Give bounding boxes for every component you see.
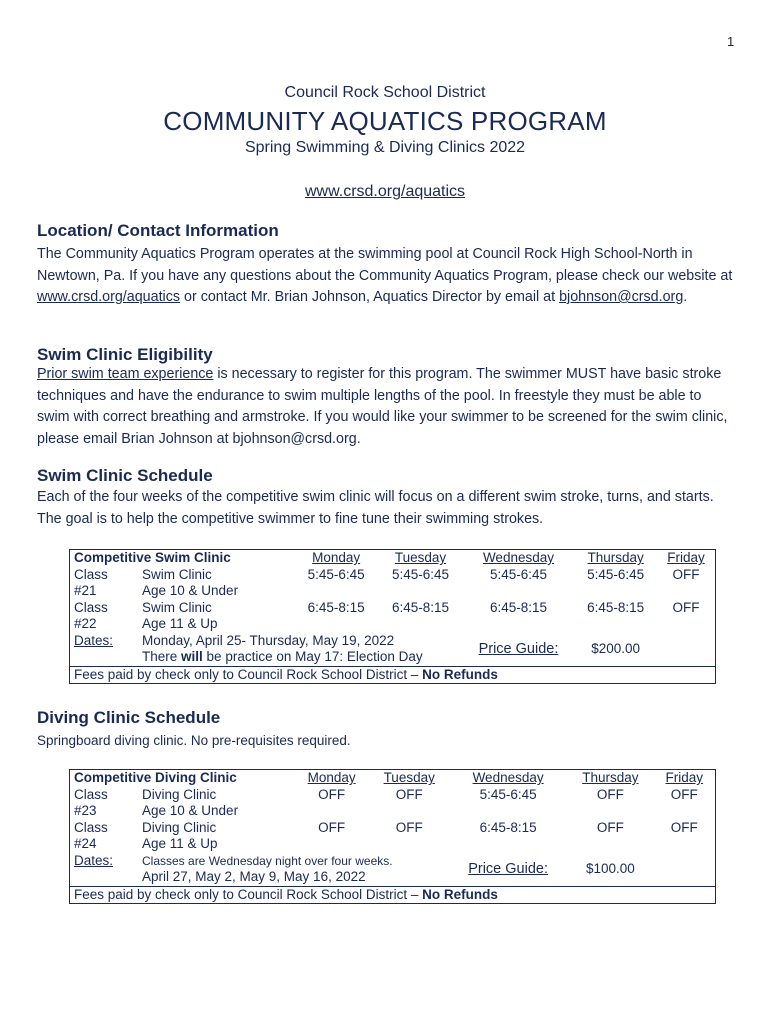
day-header: Monday — [307, 770, 356, 785]
class-label: Class #23 — [74, 786, 108, 818]
time-cell: 5:45-6:45 — [391, 566, 449, 582]
eligibility-paragraph — [37, 364, 737, 450]
location-heading: Location/ Contact Information — [37, 221, 279, 240]
swim-paragraph: Each of the four weeks of the competitive swim clinic will focus on a different swim stroke, turns, and starts. The goal is to help the competitive swimmer to fine tune their swimming strokes. — [37, 489, 714, 527]
class-desc: Diving Clinic Age 11 & Up — [142, 819, 218, 851]
dive-heading: Diving Clinic Schedule — [37, 708, 221, 727]
day-header: Friday — [665, 770, 704, 785]
table-row — [70, 787, 716, 820]
email-link[interactable]: bjohnson@crsd.org — [559, 289, 684, 305]
time-cell: 5:45-6:45 — [489, 566, 547, 582]
time-cell: 5:45-6:45 — [307, 566, 365, 582]
time-cell: 6:45-8:15 — [587, 599, 645, 615]
class-desc: Diving Clinic Age 10 & Under — [142, 786, 239, 818]
location-text-2: or contact Mr. Brian Johnson, Aquatics Director by email at — [180, 289, 560, 305]
day-header: Wednesday — [472, 770, 544, 785]
page-title: COMMUNITY AQUATICS PROGRAM — [163, 106, 607, 136]
dates-text: Classes are Wednesday night over four weeks. April 27, May 2, May 9, May 16, 2022 — [142, 853, 393, 884]
swim-heading: Swim Clinic Schedule — [37, 466, 213, 485]
time-cell: OFF — [670, 786, 698, 802]
dive-schedule-table — [69, 769, 716, 904]
class-label: Class #21 — [74, 566, 108, 598]
time-cell: OFF — [395, 786, 423, 802]
dates-label: Dates: — [74, 632, 114, 648]
eligibility-lead: Prior swim team experience — [37, 366, 214, 382]
eligibility-text: is necessary to register for this program. The swimmer MUST have basic stroke techniques and have the endurance to swim multiple lengths of the pool. In freestyle they must be able to swim with correct breathing and armstroke. If you would like your swimmer to be screened for the swim clinic, please email Brian Johnson at bjohnson@crsd.org. — [37, 366, 728, 447]
fees-row — [70, 666, 716, 684]
eligibility-heading: Swim Clinic Eligibility — [37, 345, 213, 364]
price-value: $100.00 — [585, 860, 635, 876]
time-cell: 5:45-6:45 — [479, 786, 537, 802]
time-cell: OFF — [672, 599, 700, 615]
time-cell: OFF — [670, 819, 698, 835]
swim-schedule-table — [69, 549, 716, 684]
class-label: Class #24 — [74, 819, 108, 851]
day-header: Wednesday — [482, 550, 554, 565]
dates-label: Dates: — [74, 852, 114, 868]
time-cell: OFF — [596, 819, 624, 835]
price-label: Price Guide: — [478, 640, 559, 657]
day-header: Thursday — [587, 550, 644, 565]
dates-row — [70, 633, 716, 667]
price-label: Price Guide: — [468, 860, 548, 877]
day-header: Friday — [667, 550, 705, 565]
org-name: Council Rock School District — [284, 84, 486, 101]
time-cell: OFF — [672, 566, 700, 582]
table-row — [70, 567, 716, 600]
fees-note: Fees paid by check only to Council Rock School District – No Refunds — [70, 666, 716, 684]
page-number: 1 — [727, 34, 735, 49]
location-paragraph — [37, 244, 737, 309]
time-cell: 6:45-8:15 — [479, 819, 537, 835]
day-header: Thursday — [582, 770, 639, 785]
time-cell: OFF — [318, 819, 346, 835]
day-header: Monday — [312, 550, 361, 565]
price-value: $200.00 — [591, 640, 641, 656]
website-link[interactable]: www.crsd.org/aquatics — [37, 289, 181, 305]
class-desc: Swim Clinic Age 10 & Under — [142, 566, 239, 598]
day-header: Tuesday — [394, 550, 447, 565]
location-text-3: . — [683, 289, 688, 305]
aquatics-link[interactable]: www.crsd.org/aquatics — [304, 183, 466, 200]
table-row — [70, 600, 716, 633]
dates-text: Monday, April 25- Thursday, May 19, 2022 There will be practice on May 17: Election Day — [142, 632, 423, 664]
time-cell: 5:45-6:45 — [587, 566, 645, 582]
table-title: Competitive Swim Clinic — [74, 550, 231, 565]
table-header-row — [70, 550, 716, 567]
time-cell: OFF — [395, 819, 423, 835]
table-row — [70, 820, 716, 853]
dates-row — [70, 853, 716, 887]
time-cell: OFF — [596, 786, 624, 802]
time-cell: 6:45-8:15 — [307, 599, 365, 615]
table-title: Competitive Diving Clinic — [74, 770, 237, 785]
time-cell: 6:45-8:15 — [489, 599, 547, 615]
fees-note: Fees paid by check only to Council Rock School District – No Refunds — [70, 886, 716, 904]
time-cell: 6:45-8:15 — [391, 599, 449, 615]
page-subtitle: Spring Swimming & Diving Clinics 2022 — [244, 139, 526, 156]
day-header: Tuesday — [383, 770, 435, 785]
time-cell: OFF — [318, 786, 346, 802]
dive-paragraph: Springboard diving clinic. No pre-requisites required. — [37, 733, 351, 748]
class-label: Class #22 — [74, 599, 108, 631]
fees-row — [70, 886, 716, 904]
table-header-row — [70, 770, 716, 787]
location-text-1: The Community Aquatics Program operates at the swimming pool at Council Rock High School-North in Newtown, Pa. If you have any questions about the Community Aquatics Program, please check our website at — [37, 246, 733, 284]
class-desc: Swim Clinic Age 11 & Up — [142, 599, 218, 631]
